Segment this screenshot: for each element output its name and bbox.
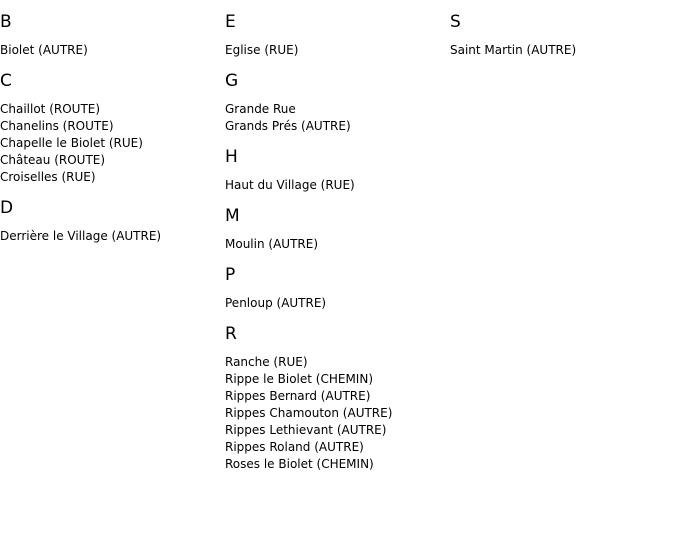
group-letter-heading: H	[225, 147, 238, 167]
street-list	[0, 42, 220, 59]
street-link[interactable]: Eglise (RUE)	[225, 43, 299, 57]
street-link[interactable]: Rippe le Biolet (CHEMIN)	[225, 372, 373, 386]
street-list	[225, 236, 445, 253]
street-link[interactable]: Chapelle le Biolet (RUE)	[0, 136, 143, 150]
street-link[interactable]: Moulin (AUTRE)	[225, 237, 318, 251]
letter-group-h	[225, 146, 445, 194]
street-list	[225, 177, 445, 194]
street-link[interactable]: Chaillot (ROUTE)	[0, 102, 101, 116]
street-list	[225, 354, 445, 473]
street-link[interactable]: Saint Martin (AUTRE)	[450, 43, 577, 57]
street-list	[225, 101, 445, 135]
letter-group-b	[0, 11, 220, 59]
street-list	[225, 42, 445, 59]
group-letter-heading: S	[450, 12, 461, 32]
group-letter-heading: E	[225, 12, 236, 32]
street-list	[225, 295, 445, 312]
group-letter-heading: B	[0, 12, 12, 32]
group-letter-heading: M	[225, 206, 240, 226]
group-letter-heading: P	[225, 265, 236, 285]
letter-group-c	[0, 70, 220, 186]
street-link[interactable]: Grands Prés (AUTRE)	[225, 119, 351, 133]
street-link[interactable]: Croiselles (RUE)	[0, 170, 96, 184]
street-index-column-3	[450, 0, 670, 68]
letter-group-m	[225, 205, 445, 253]
letter-group-d	[0, 197, 220, 245]
street-list	[0, 228, 220, 245]
letter-group-g	[225, 70, 445, 135]
group-letter-heading: R	[225, 324, 237, 344]
letter-group-e	[225, 11, 445, 59]
street-list	[450, 42, 670, 59]
street-link[interactable]: Rippes Roland (AUTRE)	[225, 440, 364, 454]
group-letter-heading: G	[225, 71, 239, 91]
letter-group-s	[450, 11, 670, 59]
street-index-column-1	[0, 0, 220, 254]
street-link[interactable]: Grande Rue	[225, 102, 296, 116]
group-letter-heading: C	[0, 71, 12, 91]
street-link[interactable]: Rippes Lethievant (AUTRE)	[225, 423, 387, 437]
street-link[interactable]: Penloup (AUTRE)	[225, 296, 327, 310]
street-link[interactable]: Haut du Village (RUE)	[225, 178, 355, 192]
street-link[interactable]: Derrière le Village (AUTRE)	[0, 229, 162, 243]
street-index-column-2	[225, 0, 445, 482]
street-link[interactable]: Château (ROUTE)	[0, 153, 106, 167]
street-link[interactable]: Rippes Chamouton (AUTRE)	[225, 406, 393, 420]
group-letter-heading: D	[0, 198, 14, 218]
street-link[interactable]: Chanelins (ROUTE)	[0, 119, 114, 133]
street-link[interactable]: Roses le Biolet (CHEMIN)	[225, 457, 374, 471]
letter-group-p	[225, 264, 445, 312]
street-link[interactable]: Rippes Bernard (AUTRE)	[225, 389, 371, 403]
street-list	[0, 101, 220, 186]
street-link[interactable]: Ranche (RUE)	[225, 355, 308, 369]
street-link[interactable]: Biolet (AUTRE)	[0, 43, 88, 57]
letter-group-r	[225, 323, 445, 473]
